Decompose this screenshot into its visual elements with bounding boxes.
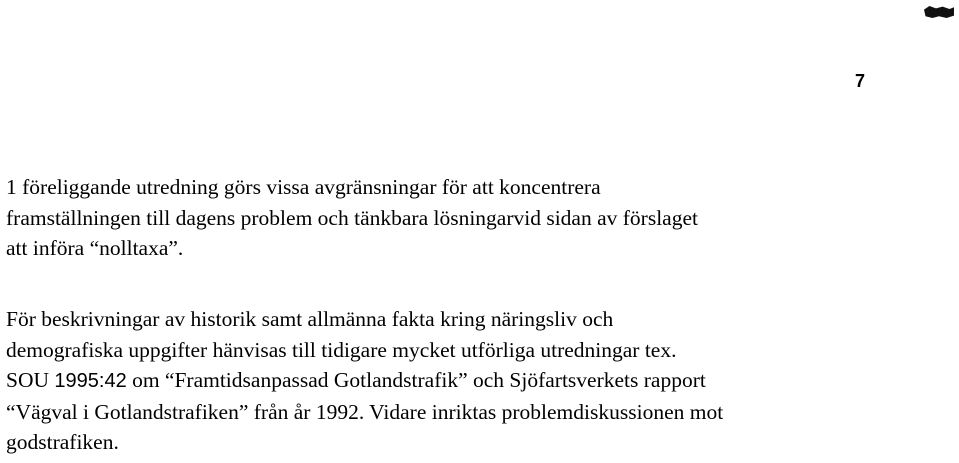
paragraph-line-sou [6, 365, 936, 397]
page-number: 7 [855, 71, 866, 91]
paragraph-references [6, 304, 936, 458]
sou-prefix: SOU [6, 368, 50, 392]
scan-artifact-mark [924, 6, 954, 18]
paragraph-scope [6, 172, 936, 264]
sou-reference-number: 1995:42 [54, 370, 127, 392]
paragraph-line: godstrafiken. [6, 430, 119, 454]
paragraph-line: framställningen till dagens problem och tänkbara lösningarvid sidan av förslaget [6, 205, 698, 230]
paragraph-line: att införa “nolltaxa”. [6, 236, 184, 260]
sou-title: om “Framtidsanpassad Gotlandstrafik” och Sjöfartsverkets rapport [132, 368, 706, 392]
paragraph-line: 1 föreliggande utredning görs vissa avgränsningar för att koncentrera [6, 175, 601, 199]
paragraph-line: demografiska uppgifter hänvisas till tidigare mycket utförliga utredningar tex. [6, 337, 677, 362]
paragraph-line: “Vägval i Gotlandstrafiken” från år 1992. Vidare inriktas problemdiskussionen mot [6, 399, 724, 424]
paragraph-line: För beskrivningar av historik samt allmänna fakta kring näringsliv och [6, 307, 614, 331]
